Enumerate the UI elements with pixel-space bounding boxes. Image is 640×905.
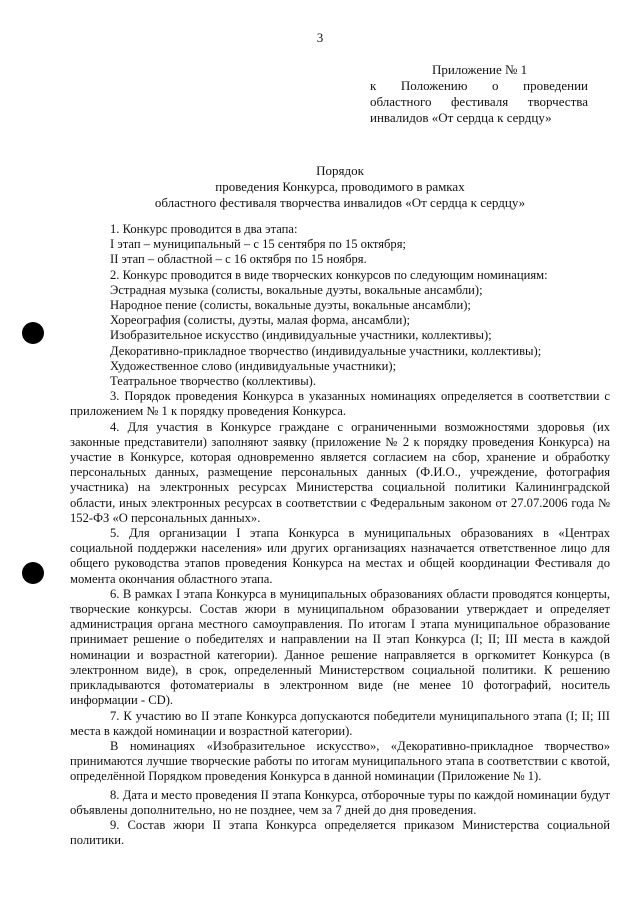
nomination-artistic-word: Художественное слово (индивидуальные участники); [110,358,397,373]
stage-1-line: I этап – муниципальный – с 15 сентября по 15 октября; [110,237,407,252]
paragraph-7-nominations: В номинациях «Изобразительное искусство», «Декоративно-прикладное творчество» принимаются лучшие творческие работы по итогам муниципального этапа в соответствии с квотой, определённой Порядком проведения Конкурса в данной номинации (Приложение № 1). [70,738,610,784]
nomination-theatre: Театральное творчество (коллективы). [110,374,317,389]
paragraph-3: 3. Порядок проведения Конкурса в указанных номинациях определяется в соответствии с приложением № 1 к порядку проведения Конкурса. [70,389,610,419]
paragraph-6: 6. В рамках I этапа Конкурса в муниципальных образованиях области проводятся концерты, творческие конкурсы. Состав жюри в муниципальном образовании утверждает и определяет администрация органа местного самоуправления. По итогам I этапа муниципальное образование принимает решение о победителях и направлении на II этап Конкурса (I; II; III места в каждой номинации и возрастной категории). Данное решение направляется в оргкомитет Конкурса (в электронном виде), в срок, определенный Министерством социальной политики. К решению прикладываются фотоматериалы в электронном виде (не менее 10 фотографий, носитель информации - CD). [70,586,610,708]
binder-hole-top [22,322,44,344]
stage-2-line: II этап – областной – с 16 октября по 15 ноября. [110,252,367,267]
paragraph-1: 1. Конкурс проводится в два этапа: [110,222,298,236]
page-number: 3 [316,30,324,45]
document-title [0,163,640,211]
nomination-decorative-arts: Декоративно-прикладное творчество (индивидуальные участники, коллективы); [110,343,542,358]
appendix-title: Приложение № 1 [432,62,528,77]
document-body [70,222,610,848]
appendix-body: к Положению о проведении областного фестиваля творчества инвалидов «От сердца к сердцу» [370,78,588,125]
nomination-pop-music: Эстрадная музыка (солисты, вокальные дуэты, вокальные ансамбли); [110,282,483,297]
title-line-2: проведения Конкурса, проводимого в рамках [215,179,465,194]
paragraph-4: 4. Для участия в Конкурсе граждане с ограниченными возможностями здоровья (их законные представители) заполняют заявку (приложение № 2 к порядку проведения Конкурса) на участие в Конкурсе, которая одновременно является согласием на сбор, хранение и обработку персональных данных, размещение персональных данных (Ф.И.О., учреждение, фотография участника) на электронных ресурсах Министерства социальной политики Калининградской области, иных электронных ресурсах в соответствии с Федеральным законом от 27.07.2006 года № 152-ФЗ «О персональных данных». [70,419,610,525]
paragraph-5: 5. Для организации I этапа Конкурса в муниципальных образованиях в «Центрах социальной поддержки населения» или других организациях назначается ответственное лицо для общего руководства этапов проведения Конкурса на местах и общей координации Фестиваля до момента окончания областного этапа. [70,526,610,586]
title-line-3: областного фестиваля творчества инвалидов «От сердца к сердцу» [154,195,526,210]
nomination-folk-singing: Народное пение (солисты, вокальные дуэты, вокальные ансамбли); [110,298,471,313]
paragraph-8: 8. Дата и место проведения II этапа Конкурса, отборочные туры по каждой номинации будут объявлены дополнительно, но не позднее, чем за 7 дней до дня проведения. [70,787,610,817]
title-line-1: Порядок [316,163,364,178]
paragraph-7: 7. К участию во II этапе Конкурса допускаются победители муниципального этапа (I; II; III места в каждой номинации и возрастной категории). [70,708,610,738]
paragraph-2: 2. Конкурс проводится в виде творческих конкурсов по следующим номинациям: [110,267,548,282]
nomination-fine-arts: Изобразительное искусство (индивидуальные участники, коллективы); [110,328,492,343]
nomination-choreography: Хореография (солисты, дуэты, малая форма, ансамбли); [110,313,411,328]
paragraph-9: 9. Состав жюри II этапа Конкурса определяется приказом Министерства социальной политики. [70,817,610,848]
binder-hole-bottom [22,562,44,584]
appendix-block [370,62,588,126]
